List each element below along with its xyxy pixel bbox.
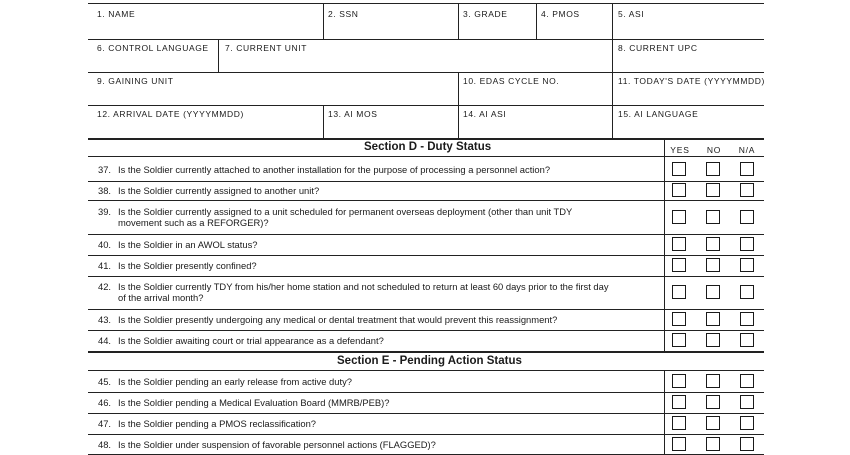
q48-no-checkbox[interactable] [706, 437, 720, 451]
edas-cycle-no-field[interactable] [463, 88, 610, 105]
q41-no-checkbox[interactable] [706, 258, 720, 272]
q42-na-checkbox[interactable] [740, 285, 754, 299]
ai-asi-field[interactable] [463, 121, 610, 138]
section-e-title: Section E - Pending Action Status [337, 355, 522, 367]
edas-cycle-no-label: 10. EDAS CYCLE NO. [463, 76, 560, 86]
q45-no-checkbox[interactable] [706, 374, 720, 388]
gaining-unit-label: 9. GAINING UNIT [97, 76, 174, 86]
q41-na-checkbox[interactable] [740, 258, 754, 272]
q37-yes-checkbox[interactable] [672, 162, 686, 176]
current-upc-label: 8. CURRENT UPC [618, 43, 698, 53]
q40-no-checkbox[interactable] [706, 237, 720, 251]
q41-yes-checkbox[interactable] [672, 258, 686, 272]
arrival-date-field[interactable] [97, 121, 321, 138]
ai-mos-label: 13. AI MOS [328, 109, 378, 119]
grade-field[interactable] [463, 21, 535, 38]
q39-yes-checkbox[interactable] [672, 210, 686, 224]
ai-asi-label: 14. AI ASI [463, 109, 507, 119]
q42-yes-checkbox[interactable] [672, 285, 686, 299]
q45-na-checkbox[interactable] [740, 374, 754, 388]
q46-no-checkbox[interactable] [706, 395, 720, 409]
q40-na-checkbox[interactable] [740, 237, 754, 251]
q43-yes-checkbox[interactable] [672, 312, 686, 326]
q47-yes-checkbox[interactable] [672, 416, 686, 430]
current-upc-field[interactable] [618, 55, 762, 72]
personnel-form: 1. NAME 2. SSN 3. GRADE 4. PMOS 5. ASI 6. CONTROL LANGUAGE 7. CURRENT UNIT 8. CURRENT UPC 9. GAINING UNIT 10. EDAS CYCLE NO. 11. TODAY'S DATE (YYYYMMDD) 12. ARRIVAL DATE (YYYYMMDD) 13. AI MOS 14. AI ASI 15. AI LANGUAGE Section D - Duty Status YES NO N/A 37. Is the Soldier currently attached to another installation for the purpose of processing a personnel action? 38. Is the Soldier currently assigned to another unit? 39. Is the Soldier currently assigned to a unit scheduled for permanent overseas deployment (other than unit TDY movement such as a REFORGER)? 40. Is the Soldier in an AWOL status? 41. Is the Soldier presently confined? 42. Is the Soldier currently TDY from his/her home station and not scheduled to return at least 60 days prior to the first day of the arrival month? 43. Is the Soldier presently undergoing any medical or dental treatment that would prevent this reassignment? 44. Is the Soldier awaiting court or trial appearance as a defendant? Section E - Pending Action Status 45. Is the Soldier pending an early release from active duty? 46. Is the Soldier pending a Medical Evaluation Board (MMRB/PEB)? 47. Is the Soldier pending a PMOS reclassification? 48. Is the Soldier under suspension of favorable personnel actions (FLAGGED)? [0, 0, 850, 455]
q45-yes-checkbox[interactable] [672, 374, 686, 388]
asi-field[interactable] [618, 21, 762, 38]
control-language-field[interactable] [97, 55, 217, 72]
todays-date-label: 11. TODAY'S DATE (YYYYMMDD) [618, 76, 765, 86]
q37-no-checkbox[interactable] [706, 162, 720, 176]
gaining-unit-field[interactable] [97, 88, 456, 105]
q48-na-checkbox[interactable] [740, 437, 754, 451]
q44-na-checkbox[interactable] [740, 333, 754, 347]
q37-na-checkbox[interactable] [740, 162, 754, 176]
q47-na-checkbox[interactable] [740, 416, 754, 430]
control-language-label: 6. CONTROL LANGUAGE [97, 43, 209, 53]
ssn-field[interactable] [328, 21, 457, 38]
q39-no-checkbox[interactable] [706, 210, 720, 224]
q48-yes-checkbox[interactable] [672, 437, 686, 451]
ssn-label: 2. SSN [328, 9, 359, 19]
q39-na-checkbox[interactable] [740, 210, 754, 224]
q46-yes-checkbox[interactable] [672, 395, 686, 409]
pmos-label: 4. PMOS [541, 9, 580, 19]
no-column-header: NO [706, 145, 722, 155]
q47-no-checkbox[interactable] [706, 416, 720, 430]
q43-na-checkbox[interactable] [740, 312, 754, 326]
ai-mos-field[interactable] [328, 121, 457, 138]
asi-label: 5. ASI [618, 9, 645, 19]
ai-language-label: 15. AI LANGUAGE [618, 109, 699, 119]
section-d-title: Section D - Duty Status [364, 141, 492, 153]
ai-language-field[interactable] [618, 121, 762, 138]
q38-no-checkbox[interactable] [706, 183, 720, 197]
q43-no-checkbox[interactable] [706, 312, 720, 326]
pmos-field[interactable] [541, 21, 611, 38]
q46-na-checkbox[interactable] [740, 395, 754, 409]
na-column-header: N/A [738, 145, 756, 155]
todays-date-field[interactable] [618, 88, 762, 105]
q44-no-checkbox[interactable] [706, 333, 720, 347]
q40-yes-checkbox[interactable] [672, 237, 686, 251]
yes-column-header: YES [670, 145, 690, 155]
arrival-date-label: 12. ARRIVAL DATE (YYYYMMDD) [97, 109, 244, 119]
name-field[interactable] [97, 21, 321, 38]
current-unit-field[interactable] [225, 55, 609, 72]
q44-yes-checkbox[interactable] [672, 333, 686, 347]
q38-yes-checkbox[interactable] [672, 183, 686, 197]
grade-label: 3. GRADE [463, 9, 508, 19]
current-unit-label: 7. CURRENT UNIT [225, 43, 308, 53]
q38-na-checkbox[interactable] [740, 183, 754, 197]
q42-no-checkbox[interactable] [706, 285, 720, 299]
name-label: 1. NAME [97, 9, 136, 19]
